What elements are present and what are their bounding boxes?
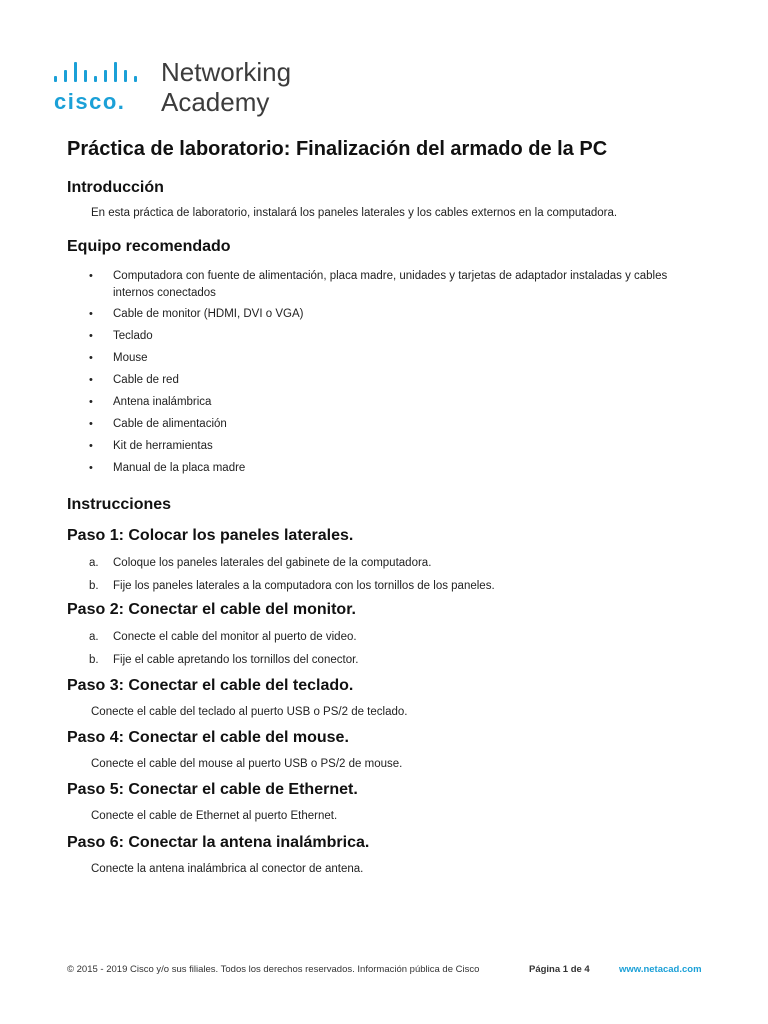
cisco-networking-academy-logo xyxy=(52,56,312,118)
list-marker: a. xyxy=(89,557,99,569)
list-marker: a. xyxy=(89,631,99,643)
step-4-text: Conecte el cable del mouse al puerto USB o PS/2 de mouse. xyxy=(91,758,403,770)
footer-website-link[interactable]: www.netacad.com xyxy=(619,964,702,975)
equipment-list xyxy=(67,268,707,482)
intro-heading: Introducción xyxy=(67,179,164,196)
list-item xyxy=(67,652,707,669)
logo-networking-text: Networking xyxy=(161,57,292,87)
list-item-text: Fije el cable apretando los tornillos del conector. xyxy=(113,654,359,666)
instructions-heading: Instrucciones xyxy=(67,496,172,513)
list-item-text: Coloque los paneles laterales del gabinete de la computadora. xyxy=(113,557,432,569)
list-item-text: Fije los paneles laterales a la computadora con los tornillos de los paneles. xyxy=(113,580,495,592)
equipment-heading: Equipo recomendado xyxy=(67,238,231,255)
list-item xyxy=(67,555,707,572)
step-2-list xyxy=(67,629,707,675)
list-item: • Kit de herramientas xyxy=(67,438,707,455)
list-item: • Mouse xyxy=(67,350,707,367)
intro-text: En esta práctica de laboratorio, instalará los paneles laterales y los cables externos en la computadora. xyxy=(91,207,618,219)
cisco-wordmark: cisco. xyxy=(54,89,126,114)
step-2-title: Paso 2: Conectar el cable del monitor. xyxy=(67,601,356,618)
logo-academy-text: Academy xyxy=(161,87,270,117)
list-marker: b. xyxy=(89,580,99,592)
step-6-title: Paso 6: Conectar la antena inalámbrica. xyxy=(67,834,370,851)
list-item: • Antena inalámbrica xyxy=(67,394,707,411)
list-item xyxy=(67,578,707,595)
list-item: • Manual de la placa madre xyxy=(67,460,707,477)
list-item: • Teclado xyxy=(67,328,707,345)
step-4-title: Paso 4: Conectar el cable del mouse. xyxy=(67,729,349,746)
step-3-text: Conecte el cable del teclado al puerto USB o PS/2 de teclado. xyxy=(91,706,408,718)
step-6-text: Conecte la antena inalámbrica al conector de antena. xyxy=(91,863,364,875)
step-1-title: Paso 1: Colocar los paneles laterales. xyxy=(67,527,354,544)
step-3-title: Paso 3: Conectar el cable del teclado. xyxy=(67,677,354,694)
list-item: • Cable de alimentación xyxy=(67,416,707,433)
footer-page-number: Página 1 de 4 xyxy=(529,964,590,975)
list-item: • Computadora con fuente de alimentación, placa madre, unidades y tarjetas de adaptador instaladas y cables internos conectados xyxy=(67,268,707,302)
step-1-list xyxy=(67,555,707,601)
cisco-bars-icon xyxy=(52,58,148,82)
step-5-text: Conecte el cable de Ethernet al puerto Ethernet. xyxy=(91,810,338,822)
page-title: Práctica de laboratorio: Finalización del armado de la PC xyxy=(67,138,608,160)
footer-copyright: © 2015 - 2019 Cisco y/o sus filiales. Todos los derechos reservados. Información pública de Cisco xyxy=(67,964,480,975)
list-item-text: Conecte el cable del monitor al puerto de video. xyxy=(113,631,357,643)
list-item xyxy=(67,629,707,646)
list-item: • Cable de monitor (HDMI, DVI o VGA) xyxy=(67,306,707,323)
list-item: • Cable de red xyxy=(67,372,707,389)
step-5-title: Paso 5: Conectar el cable de Ethernet. xyxy=(67,781,358,798)
list-marker: b. xyxy=(89,654,99,666)
